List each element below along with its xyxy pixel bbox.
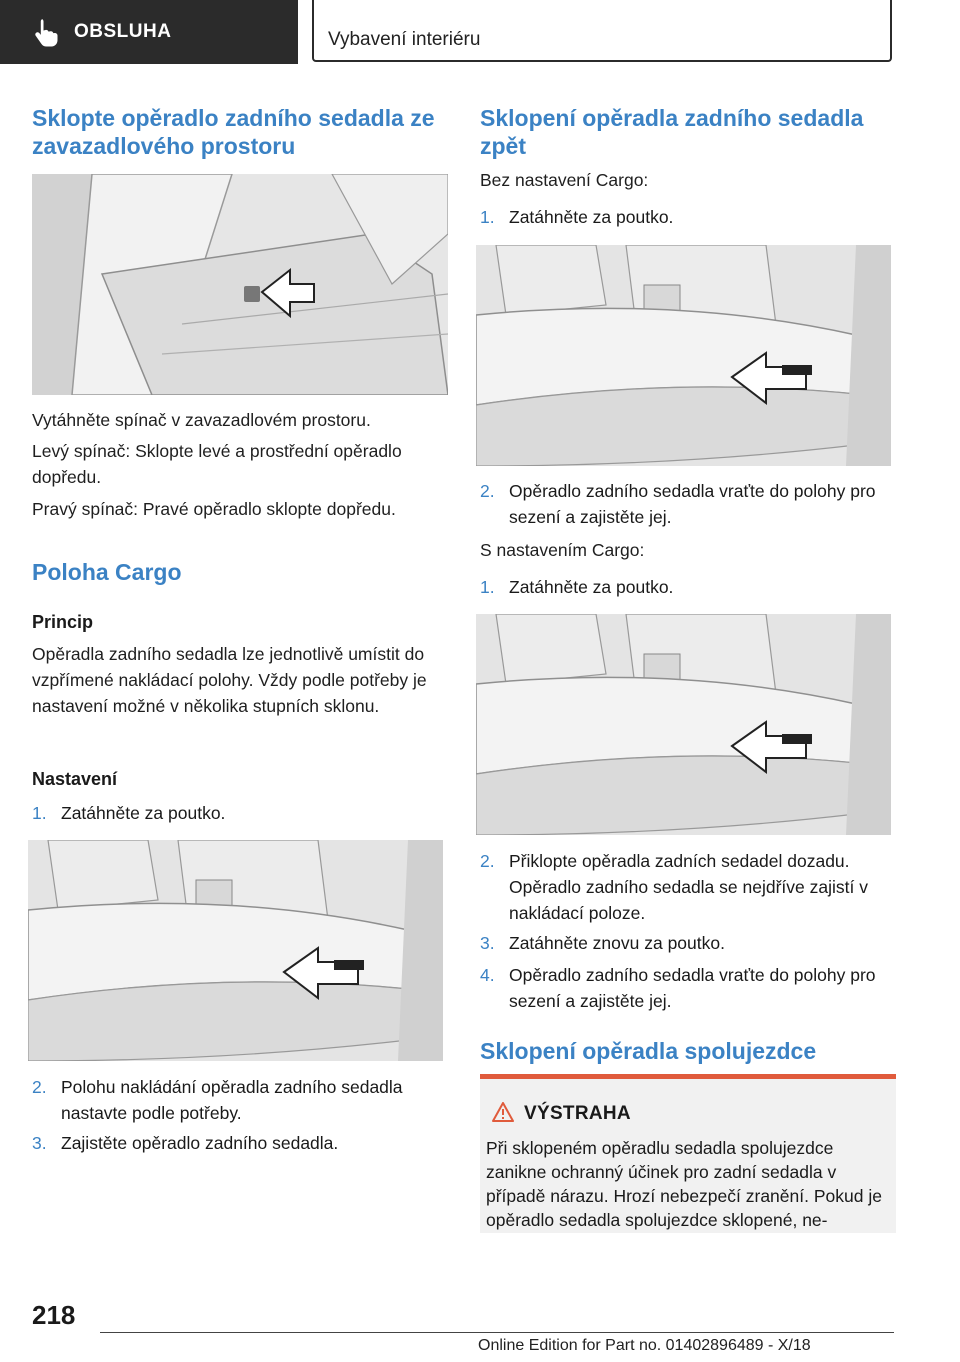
trunk-switch-illustration <box>32 174 448 395</box>
warning-title: VÝSTRAHA <box>524 1103 631 1124</box>
paragraph-pull-switch: Vytáhněte spínač v zavazadlovém prostoru. <box>32 410 371 430</box>
list-item <box>32 1074 448 1126</box>
step-text: Opěradlo zadního sedadla vraťte do polohy pro sezení a zajistěte jej. <box>509 481 876 527</box>
list-item <box>32 1130 448 1156</box>
list-item <box>480 848 896 926</box>
list-item <box>32 800 448 826</box>
page-number: 218 <box>32 1300 76 1330</box>
seat-strap-illustration-1 <box>28 840 443 1061</box>
section-heading-fold-back: Sklopení opěradla zadního sedadla zpět <box>480 105 864 159</box>
step-text: Přiklopte opěradla zadních sedadel dozadu. Opěradlo zadního sedadla se nejdříve zajistí v nakládací poloze. <box>509 851 868 923</box>
step-number: 2. <box>32 1077 47 1097</box>
step-number: 2. <box>480 481 495 501</box>
step-text: Zatáhněte za poutko. <box>509 577 674 597</box>
step-text: Opěradlo zadního sedadla vraťte do polohy pro sezení a zajistěte jej. <box>509 965 876 1011</box>
breadcrumb <box>312 0 892 62</box>
warning-text: Při sklopeném opěradlu sedadla spolujezdce zanikne ochranný účinek pro zadní sedadla v případě nárazu. Hrozí nebezpečí zranění. Pokud je opěradlo sedadla spolujezdce sklopené, ne- <box>486 1138 882 1230</box>
footer-divider <box>100 1332 894 1333</box>
section-heading-cargo: Poloha Cargo <box>32 559 182 585</box>
list-item <box>480 930 896 956</box>
step-number: 1. <box>480 207 495 227</box>
list-item <box>480 478 896 530</box>
section-heading-fold-from-trunk: Sklopte opěradlo zadního sedadla ze zavazadlového prostoru <box>32 105 435 159</box>
step-number: 3. <box>480 933 495 953</box>
step-number: 1. <box>32 803 47 823</box>
list-item <box>480 574 896 600</box>
seat-strap-illustration-3 <box>476 614 891 835</box>
pointing-hand-icon <box>32 17 60 47</box>
step-text: Zajistěte opěradlo zadního sedadla. <box>61 1133 339 1153</box>
step-number: 2. <box>480 851 495 871</box>
section-tab-label: OBSLUHA <box>74 21 172 42</box>
list-item <box>480 204 896 230</box>
breadcrumb-label: Vybavení interiéru <box>328 29 481 50</box>
step-text: Polohu nakládání opěradla zadního sedadla nastavte podle potřeby. <box>61 1077 403 1123</box>
subheading-principle: Princip <box>32 612 94 632</box>
section-tab <box>0 0 298 64</box>
step-text: Zatáhněte za poutko. <box>509 207 674 227</box>
footer-edition: Online Edition for Part no. 01402896489 - X/18 <box>478 1337 811 1354</box>
intro-without-cargo: Bez nastavení Cargo: <box>480 170 649 190</box>
warning-triangle-icon <box>492 1102 514 1122</box>
paragraph-principle: Opěradla zadního sedadla lze jednotlivě umístit do vzpřímené nakládací polohy. Vždy podle potřeby je nastavení možné v několika stupních sklonu. <box>32 644 427 716</box>
step-text: Zatáhněte znovu za poutko. <box>509 933 725 953</box>
paragraph-left-switch: Levý spínač: Sklopte levé a prostřední opěradlo dopředu. <box>32 441 402 487</box>
seat-strap-illustration-2 <box>476 245 891 466</box>
step-text: Zatáhněte za poutko. <box>61 803 226 823</box>
step-number: 3. <box>32 1133 47 1153</box>
step-number: 1. <box>480 577 495 597</box>
list-item <box>480 962 896 1014</box>
subheading-setting: Nastavení <box>32 769 118 789</box>
intro-with-cargo: S nastavením Cargo: <box>480 540 645 560</box>
section-heading-passenger-seat: Sklopení opěradla spolujezdce <box>480 1038 817 1064</box>
paragraph-right-switch: Pravý spínač: Pravé opěradlo sklopte dopředu. <box>32 499 396 519</box>
step-number: 4. <box>480 965 495 985</box>
